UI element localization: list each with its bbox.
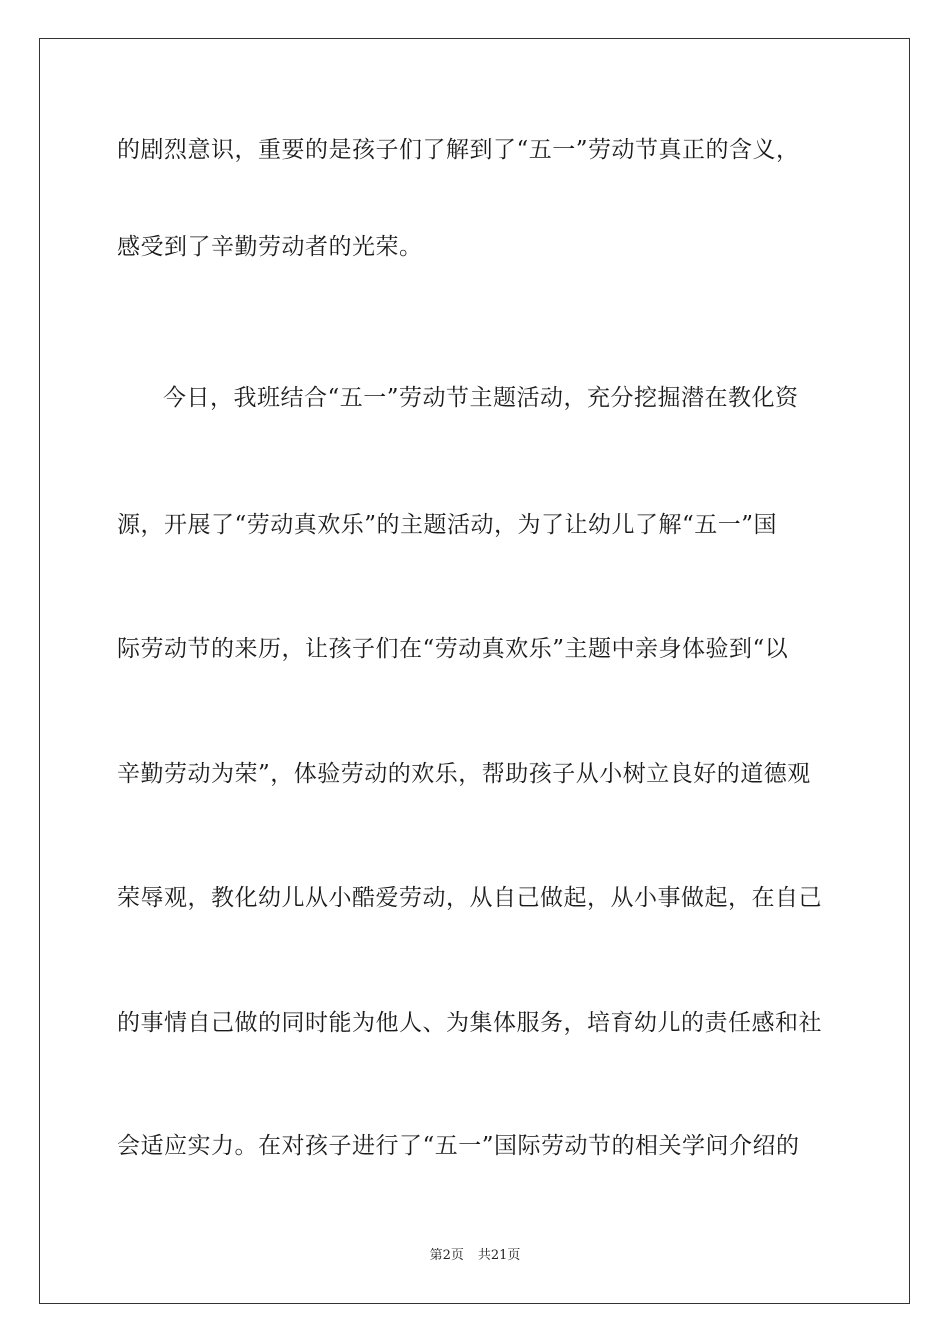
page-number-current: 第2页: [429, 1248, 464, 1263]
body-text-line: 辛勤劳动为荣”，体验劳动的欢乐，帮助孩子从小树立良好的道德观: [117, 761, 811, 787]
body-text-line: 源，开展了“劳动真欢乐”的主题活动，为了让幼儿了解“五一”国: [117, 512, 778, 538]
body-text-line: 际劳动节的来历，让孩子们在“劳动真欢乐”主题中亲身体验到“以: [117, 636, 789, 662]
paragraph-first-line: 今日，我班结合“五一”劳动节主题活动，充分挖掘潜在教化资: [163, 385, 799, 411]
page-number-total: 共21页: [477, 1248, 521, 1263]
page-border: [39, 38, 910, 1304]
body-text-line: 荣辱观，教化幼儿从小酷爱劳动，从自己做起，从小事做起，在自己: [117, 885, 822, 911]
body-text-line: 会适应实力。在对孩子进行了“五一”国际劳动节的相关学问介绍的: [117, 1133, 800, 1159]
body-text-line: 的剧烈意识，重要的是孩子们了解到了“五一”劳动节真正的含义，: [117, 137, 800, 163]
page-footer: [0, 1247, 950, 1265]
body-text-line: 的事情自己做的同时能为他人、为集体服务，培育幼儿的责任感和社: [117, 1010, 822, 1036]
body-text-line: 感受到了辛勤劳动者的光荣。: [117, 234, 423, 260]
